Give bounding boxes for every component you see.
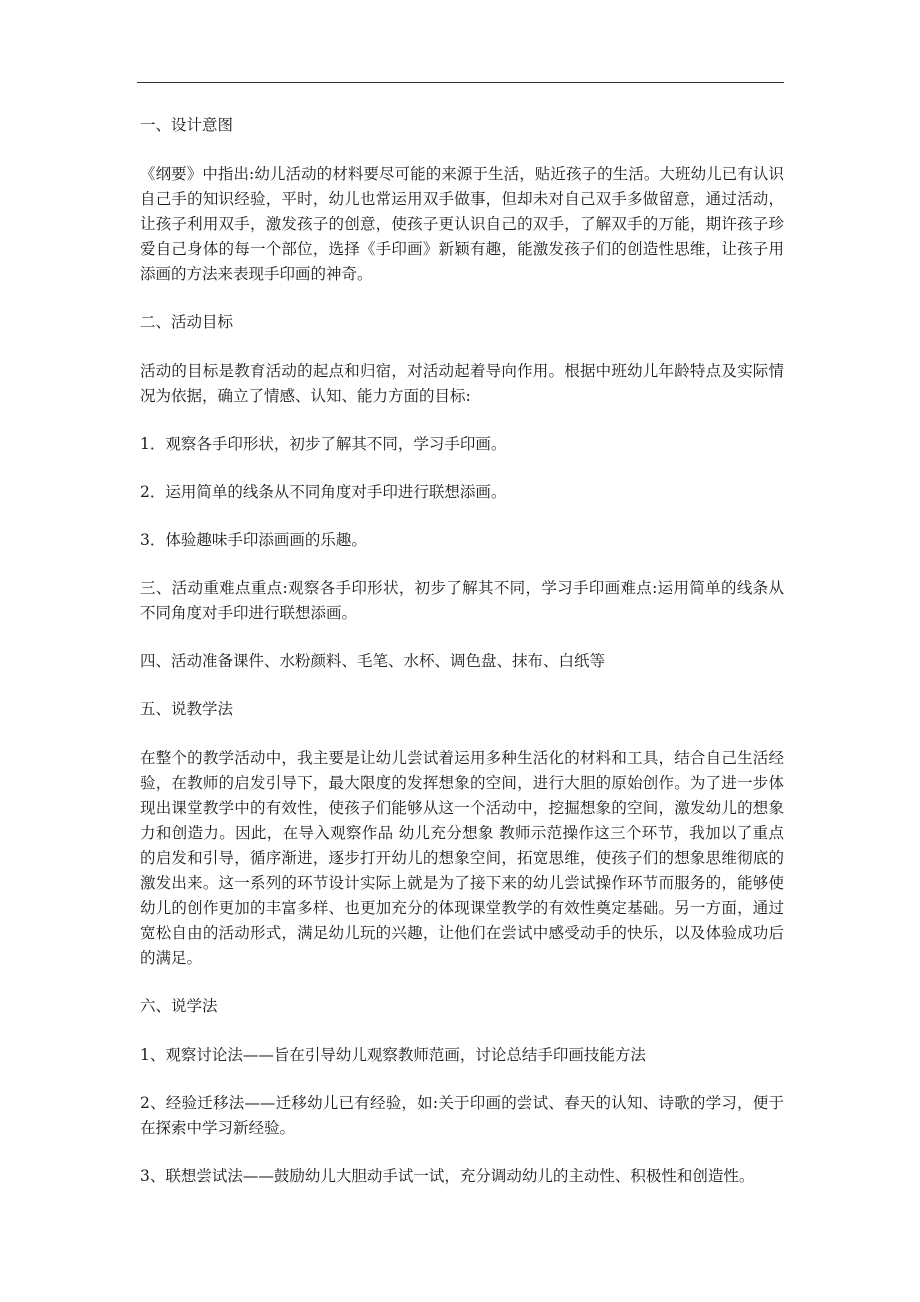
method-item-1: 1、观察讨论法——旨在引导幼儿观察教师范画，讨论总结手印画技能方法 <box>140 1046 646 1064</box>
section-1-body: 《纲要》中指出:幼儿活动的材料要尽可能的来源于生活，贴近孩子的生活。大班幼儿已有认识自己手的知识经验，平时，幼儿也常运用双手做事，但却未对自己双手多做留意，通过活动，让孩子利用双手，激发孩子的创意，使孩子更认识自己的双手，了解双手的万能，期许孩子珍爱自己身体的每一个部位，选择《手印画》新颖有趣，能激发孩子们的创造性思维，让孩子用添画的方法来表现手印画的神奇。 <box>140 165 784 283</box>
section-1-heading: 一、设计意图 <box>140 116 234 134</box>
method-item-2: 2、经验迁移法——迁移幼儿已有经验，如:关于印画的尝试、春天的认知、诗歌的学习，便于在探索中学习新经验。 <box>140 1094 784 1137</box>
document-body <box>140 113 784 1212</box>
section-3-paragraph: 三、活动重难点重点:观察各手印形状，初步了解其不同，学习手印画难点:运用简单的线条从不同角度对手印进行联想添画。 <box>140 579 784 622</box>
goal-item-1: 1．观察各手印形状，初步了解其不同，学习手印画。 <box>140 435 507 453</box>
section-6-heading: 六、说学法 <box>140 997 218 1015</box>
section-5-heading: 五、说教学法 <box>140 700 234 718</box>
method-item-3: 3、联想尝试法——鼓励幼儿大胆动手试一试，充分调动幼儿的主动性、积极性和创造性。 <box>140 1167 755 1185</box>
section-5-body: 在整个的教学活动中，我主要是让幼儿尝试着运用多种生活化的材料和工具，结合自己生活经验，在教师的启发引导下，最大限度的发挥想象的空间，进行大胆的原始创作。为了进一步体现出课堂教学中的有效性，使孩子们能够从这一个活动中，挖掘想象的空间，激发幼儿的想象力和创造力。因此，在导入观察作品 幼儿充分想象 教师示范操作这三个环节，我加以了重点的启发和引导，循序渐进，逐步打开幼儿的想象空间，拓宽思维，使孩子们的想象思维彻底的激发出来。这一系列的环节设计实际上就是为了接下来的幼儿尝试操作环节而服务的，能够使幼儿的创作更加的丰富多样、也更加充分的体现课堂教学的有效性奠定基础。另一方面，通过宽松自由的活动形式，满足幼儿玩的兴趣，让他们在尝试中感受动手的快乐，以及体验成功后的满足。 <box>140 749 784 967</box>
header-rule <box>137 82 784 83</box>
section-4-paragraph: 四、活动准备课件、水粉颜料、毛笔、水杯、调色盘、抹布、白纸等 <box>140 652 606 670</box>
goal-item-3: 3．体验趣味手印添画画的乐趣。 <box>140 531 367 549</box>
section-2-heading: 二、活动目标 <box>140 313 234 331</box>
goal-item-2: 2．运用简单的线条从不同角度对手印进行联想添画。 <box>140 483 507 501</box>
section-2-body: 活动的目标是教育活动的起点和归宿，对活动起着导向作用。根据中班幼儿年龄特点及实际情况为依据，确立了情感、认知、能力方面的目标: <box>140 362 784 405</box>
